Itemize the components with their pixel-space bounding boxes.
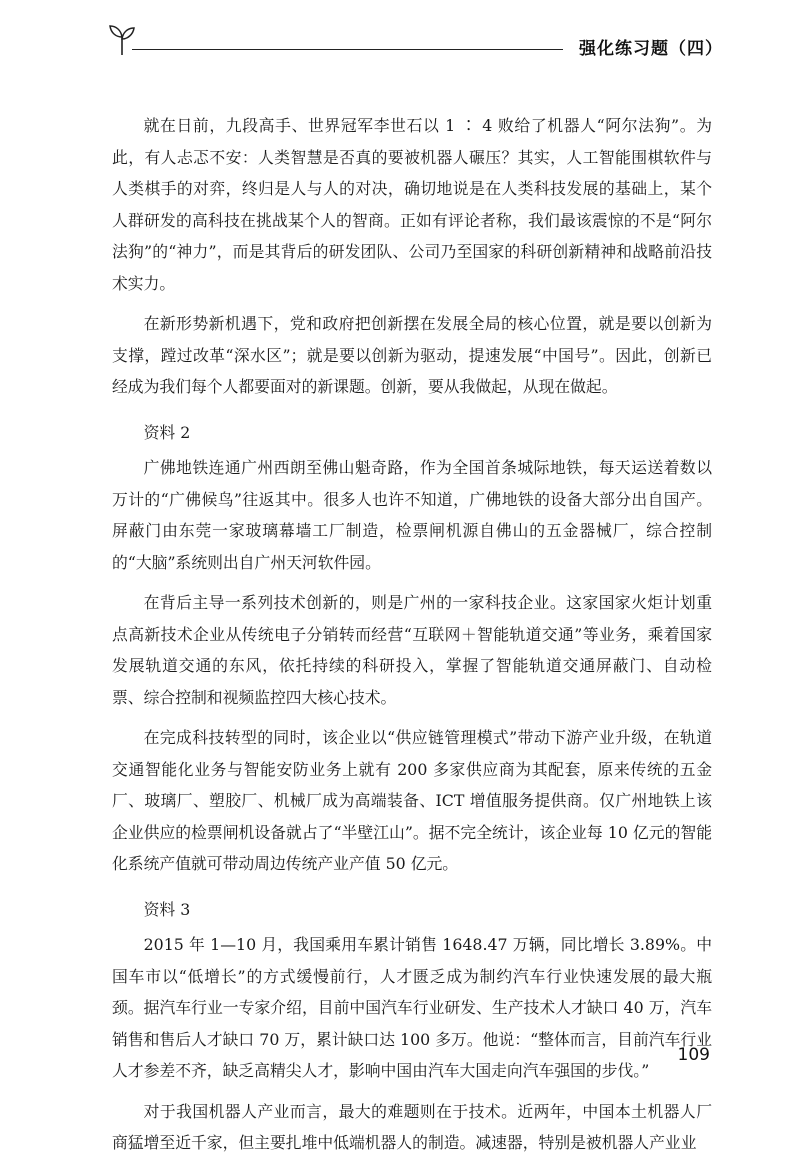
- paragraph: 在新形势新机遇下，党和政府把创新摆在发展全局的核心位置，就是要以创新为支撑，蹚过改革“深水区”；就是要以创新为驱动，提速发展“中国号”。因此，创新已经成为我们每个人都要面对的新课题。创新，要从我做起，从现在做起。: [112, 314, 712, 396]
- paragraph: 在完成科技转型的同时，该企业以“供应链管理模式”带动下游产业升级，在轨道交通智能化业务与智能安防业务上就有 200 多家供应商为其配套，原来传统的五金厂、玻璃厂、塑胶厂、机械厂成为高端装备、ICT 增值服务提供商。仅广州地铁上该企业供应的检票闸机设备就占了“半壁江山”。据不完全统计，该企业每 10 亿元的智能化系统产值就可带动周边传统产业产值 50 亿元。: [112, 728, 712, 873]
- running-header: [108, 22, 723, 58]
- paragraph: 2015 年 1—10 月，我国乘用车累计销售 1648.47 万辆，同比增长 3.89%。中国车市以“低增长”的方式缓慢前行，人才匮乏成为制约汽车行业快速发展的最大瓶颈。据汽车行业一专家介绍，目前中国汽车行业研发、生产技术人才缺口 40 万，汽车销售和售后人才缺口 70 万，累计缺口达 100 多万。他说：“整体而言，目前汽车行业人才参差不齐，缺乏高精尖人才，影响中国由汽车大国走向汽车强国的步伐。”: [112, 935, 712, 1080]
- page-number: 109: [677, 1045, 710, 1065]
- paragraph: 就在日前，九段高手、世界冠军李世石以 1 ∶ 4 败给了机器人“阿尔法狗”。为此，有人忐忑不安：人类智慧是否真的要被机器人碾压？其实，人工智能围棋软件与人类棋手的对弈，终归是人与人的对决，确切地说是在人类科技发展的基础上，某个人群研发的高科技在挑战某个人的智商。正如有评论者称，我们最该震惊的不是“阿尔法狗”的“神力”，而是其背后的研发团队、公司乃至国家的科研创新精神和战略前沿技术实力。: [112, 116, 712, 293]
- paragraph: 在背后主导一系列技术创新的，则是广州的一家科技企业。这家国家火炬计划重点高新技术企业从传统电子分销转而经营“互联网＋智能轨道交通”等业务，乘着国家发展轨道交通的东风，依托持续的科研投入，掌握了智能轨道交通屏蔽门、自动检票、综合控制和视频监控四大核心技术。: [112, 593, 712, 707]
- paragraph: 对于我国机器人产业而言，最大的难题则在于技术。近两年，中国本土机器人厂商猛增至近千家，但主要扎堆中低端机器人的制造。减速器，特别是被机器人产业业: [112, 1101, 712, 1152]
- paragraph: 广佛地铁连通广州西朗至佛山魁奇路，作为全国首条城际地铁，每天运送着数以万计的“广佛候鸟”往返其中。很多人也许不知道，广佛地铁的设备大部分出自国产。屏蔽门由东莞一家玻璃幕墙工厂制造，检票闸机源自佛山的五金器械厂，综合控制的“大脑”系统则出自广州天河软件园。: [112, 458, 712, 572]
- section-label: 资料 2: [143, 422, 191, 442]
- page-body: [112, 110, 712, 1168]
- header-title: 强化练习题（四）: [579, 39, 723, 59]
- sprout-icon: [108, 22, 136, 56]
- section-label: 资料 3: [143, 899, 191, 919]
- header-rule: [132, 49, 563, 50]
